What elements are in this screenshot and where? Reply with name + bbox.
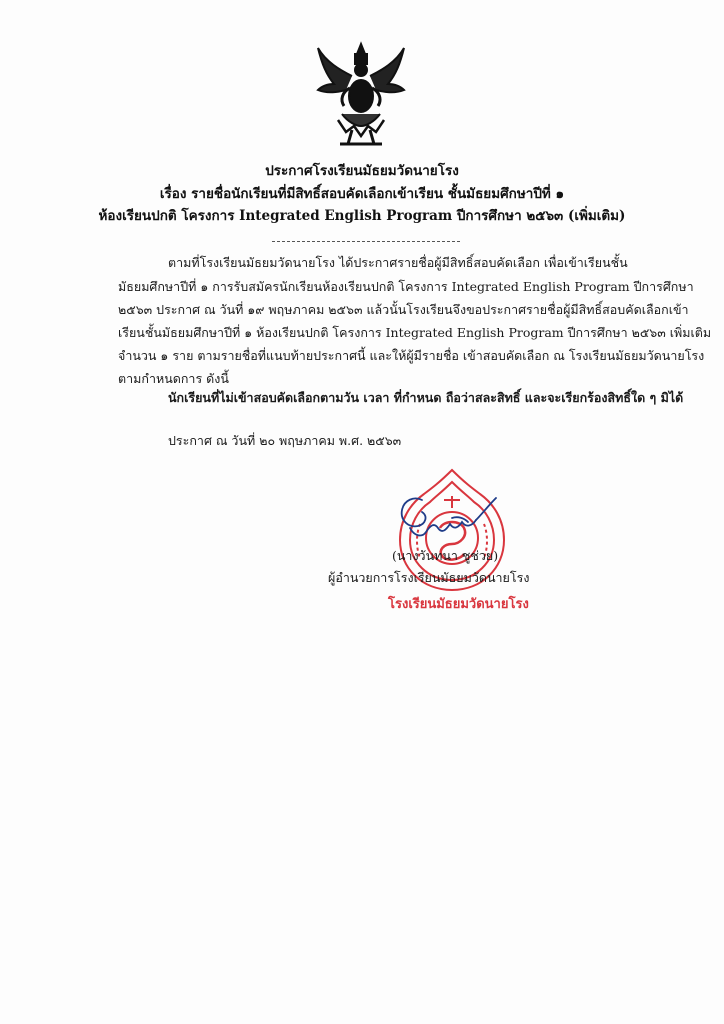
divider [272, 241, 460, 242]
body-line: จำนวน ๑ ราย ตามรายชื่อที่แนบท้ายประกาศนี้ และให้ผู้มีรายชื่อ เข้าสอบคัดเลือก ณ โรงเรียนมัธยมวัดนายโรง [118, 348, 705, 363]
garuda-emblem-icon [312, 40, 410, 150]
announce-date: ประกาศ ณ วันที่ ๒๐ พฤษภาคม พ.ศ. ๒๕๖๓ [168, 433, 402, 448]
stamp-text: โรงเรียนมัธยมวัดนายโรง [388, 597, 529, 612]
announcement-subject: เรื่อง รายชื่อนักเรียนที่มีสิทธิ์สอบคัดเลือกเข้าเรียน ชั้นมัธยมศึกษาปีที่ ๑ [159, 186, 565, 202]
notice-text: นักเรียนที่ไม่เข้าสอบคัดเลือกตามวัน เวลา ที่กำหนด ถือว่าสละสิทธิ์ และจะเรียกร้องสิทธิ์ใด ๆ มิได้ [168, 390, 684, 405]
announcement-subject-cont: ห้องเรียนปกติ โครงการ Integrated English Program ปีการศึกษา ๒๕๖๓ (เพิ่มเติม) [98, 208, 626, 224]
handwritten-signature [392, 492, 502, 546]
body-line: เรียนชั้นมัธยมศึกษาปีที่ ๑ ห้องเรียนปกติ โครงการ Integrated English Program ปีการศึกษา ๒๕๖๓ เพิ่มเติม [118, 325, 712, 340]
body-line: มัธยมศึกษาปีที่ ๑ การรับสมัครนักเรียนห้องเรียนปกติ โครงการ Integrated English Program ปีการศึกษา [118, 279, 694, 294]
body-line: ตามที่โรงเรียนมัธยมวัดนายโรง ได้ประกาศรายชื่อผู้มีสิทธิ์สอบคัดเลือก เพื่อเข้าเรียนชั้น [168, 255, 628, 270]
signer-title: ผู้อำนวยการโรงเรียนมัธยมวัดนายโรง [328, 570, 530, 585]
body-line: ๒๕๖๓ ประกาศ ณ วันที่ ๑๙ พฤษภาคม ๒๕๖๓ แล้วนั้นโรงเรียนจึงขอประกาศรายชื่อผู้มีสิทธิ์สอบคัดเลือกเข้า [118, 302, 689, 317]
body-line: ตามกำหนดการ ดังนี้ [118, 371, 229, 386]
signer-name: (นางวันทนา ชูช่วย) [392, 548, 499, 563]
announcement-title: ประกาศโรงเรียนมัธยมวัดนายโรง [265, 163, 459, 179]
